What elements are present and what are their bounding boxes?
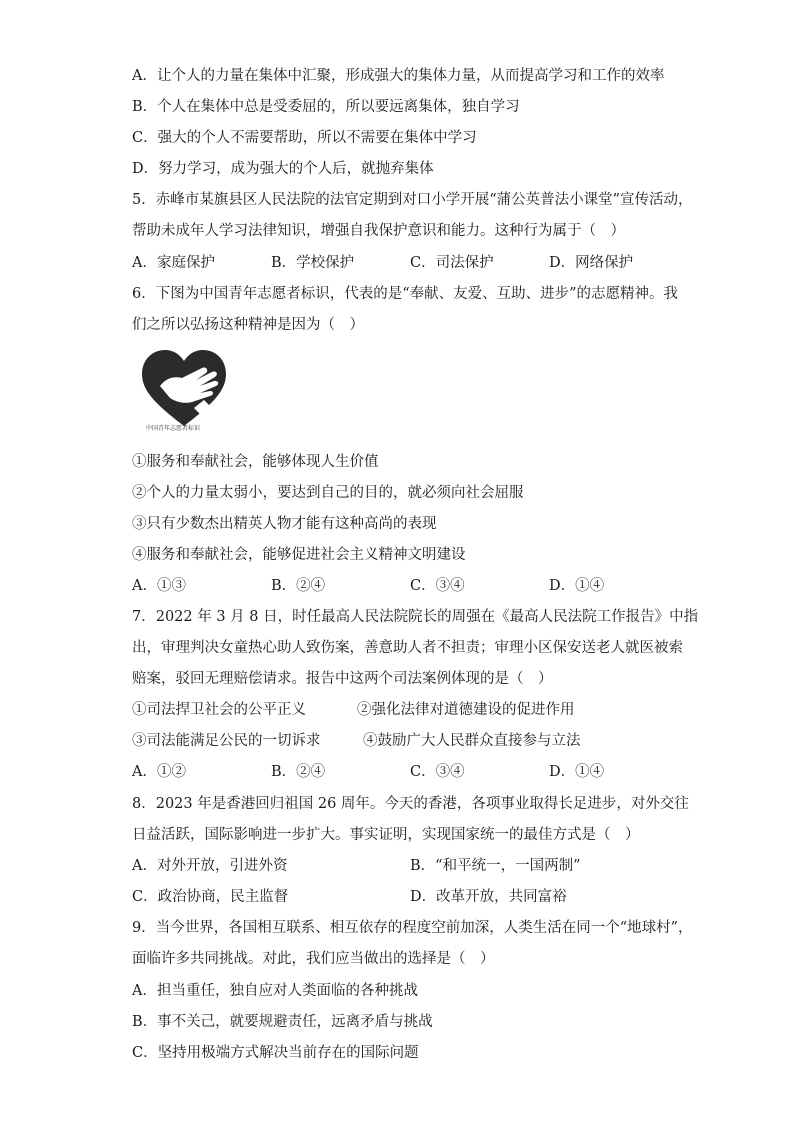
q8-option-a: A．对外开放，引进外资: [132, 858, 288, 874]
q6-item-4: ④服务和奉献社会，能够促进社会主义精神文明建设: [132, 547, 466, 563]
q7-item-1: ①司法捍卫社会的公平正义: [132, 702, 306, 718]
q9-option-a: A．担当重任，独自应对人类面临的各种挑战: [132, 983, 418, 999]
q6-item-3: ③只有少数杰出精英人物才能有这种高尚的表现: [132, 516, 437, 532]
q5-stem-line2: 帮助未成年人学习法律知识，增强自我保护意识和能力。这种行为属于（ ）: [132, 223, 625, 239]
q5-stem-line1: 5．赤峰市某旗县区人民法院的法官定期到对口小学开展“蒲公英普法小课堂”宣传活动，: [132, 192, 693, 208]
q7-option-a: A．①②: [132, 764, 186, 780]
q8-option-c: C．政治协商，民主监督: [132, 889, 289, 905]
q6-stem-line2: 们之所以弘扬这种精神是因为（ ）: [132, 317, 364, 333]
q9-stem-line2: 面临许多共同挑战。对此，我们应当做出的选择是（ ）: [132, 951, 495, 967]
q4-option-d: D．努力学习，成为强大的个人后，就抛弃集体: [132, 161, 434, 177]
q6-option-a: A．①③: [132, 578, 186, 594]
q6-option-c: C．③④: [410, 578, 465, 594]
q8-option-b: B．“和平统一，一国两制”: [410, 858, 581, 874]
q4-option-a: A．让个人的力量在集体中汇聚，形成强大的集体力量，从而提高学习和工作的效率: [132, 68, 665, 84]
q4-option-c: C．强大的个人不需要帮助，所以不需要在集体中学习: [132, 130, 477, 146]
logo-caption: 中国青年志愿者标识: [146, 425, 201, 432]
q7-option-b: B．②④: [271, 764, 326, 780]
q5-option-d: D．网络保护: [549, 255, 634, 271]
q5-option-c: C．司法保护: [410, 255, 494, 271]
q4-option-b: B．个人在集体中总是受委屈的，所以要远离集体，独自学习: [132, 99, 520, 115]
q8-stem-line2: 日益活跃，国际影响进一步扩大。事实证明，实现国家统一的最佳方式是（ ）: [132, 827, 640, 843]
q9-stem-line1: 9．当今世界，各国相互联系、相互依存的程度空前加深，人类生活在同一个“地球村”，: [132, 920, 693, 936]
q5-option-b: B．学校保护: [271, 255, 355, 271]
q7-option-c: C．③④: [410, 764, 465, 780]
q6-stem-line1: 6．下图为中国青年志愿者标识，代表的是“奉献、友爱、互助、进步”的志愿精神。我: [132, 286, 679, 302]
q9-option-b: B．事不关己，就要规避责任，远离矛盾与挑战: [132, 1014, 433, 1030]
q5-option-a: A．家庭保护: [132, 255, 215, 271]
q7-item-3: ③司法能满足公民的一切诉求: [132, 733, 321, 749]
q9-option-c: C．坚持用极端方式解决当前存在的国际问题: [132, 1045, 419, 1061]
q6-option-d: D．①④: [549, 578, 605, 594]
q6-item-1: ①服务和奉献社会，能够体现人生价值: [132, 454, 379, 470]
q6-option-b: B．②④: [271, 578, 326, 594]
q7-option-d: D．①④: [549, 764, 605, 780]
q7-stem-line3: 赔案，驳回无理赔偿请求。报告中这两个司法案例体现的是（ ）: [132, 671, 553, 687]
q8-stem-line1: 8．2023 年是香港回归祖国 26 周年。今天的香港，各项事业取得长足进步，对外交往: [132, 796, 689, 812]
q7-item-4: ④鼓励广大人民群众直接参与立法: [363, 733, 581, 749]
q7-item-2: ②强化法律对道德建设的促进作用: [357, 702, 575, 718]
q6-item-2: ②个人的力量太弱小，要达到自己的目的，就必须向社会屈服: [132, 485, 524, 501]
q8-option-d: D．改革开放，共同富裕: [410, 889, 567, 905]
q7-stem-line2: 出，审理判决女童热心助人致伤案，善意助人者不担责；审理小区保安送老人就医被索: [132, 640, 683, 656]
q7-stem-line1: 7．2022 年 3 月 8 日，时任最高人民法院院长的周强在《最高人民法院工作报告》中指: [132, 609, 699, 625]
